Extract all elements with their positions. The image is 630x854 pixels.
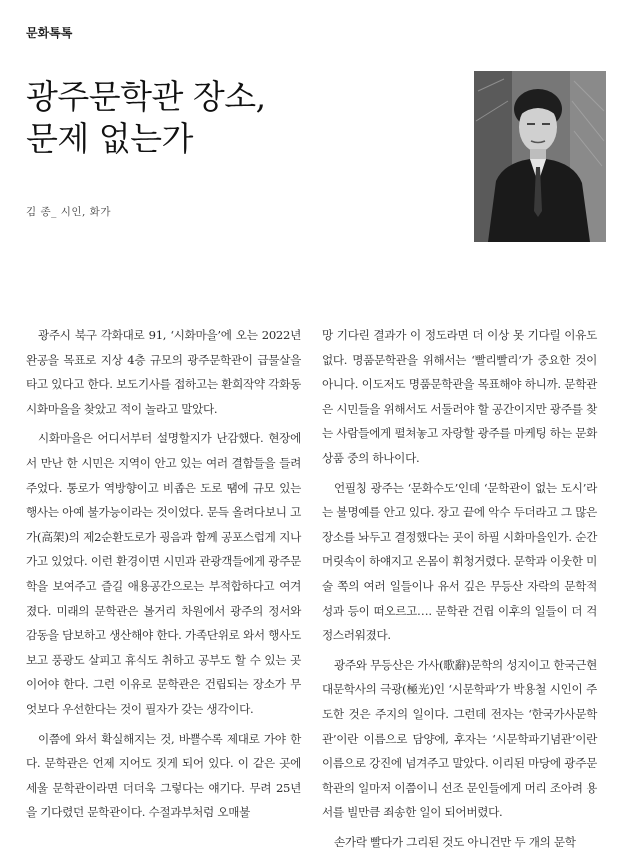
title-line: 문제 없는가: [26, 119, 193, 158]
article-title: [26, 76, 446, 160]
paragraph: 언필칭 광주는 ‘문화수도’인데 ‘문학관이 없는 도시’라는 불명예를 안고 있다. 장고 끝에 악수 두더라고 그 많은 장소를 놔두고 결정했다는 곳이 하필 시화마을인가. 순간 머릿속이 하얘지고 온몸이 휘청거렸다. 문학과 이웃한 미술 쪽의 여러 일들이나 유서 깊은 무등산 자락의 문학적 성과 등이 떠오르고…. 문학관 건립 이후의 일들이 더 걱정스러워졌다.: [322, 480, 597, 643]
paragraph: 광주와 무등산은 가사(歌辭)문학의 성지이고 한국근현대문학사의 극광(極光)인 ‘시문학파’가 박용철 시인이 주도한 것은 주지의 일이다. 그런데 전자는 ‘한국가사문학관’이란 이름으로 담양에, 후자는 ‘시문학파기념관’이란 이름으로 강진에 넘겨주고 말았다. 이리된 마당에 광주문학관의 일마저 이쯤이니 선조 문인들에게 머리 조아려 용서를 빌만큼 죄송한 일이 되어버렸다.: [322, 657, 597, 820]
author-portrait-icon: [474, 71, 606, 242]
byline: 김 종_ 시인, 화가: [26, 206, 111, 218]
article-column-right: [322, 323, 597, 854]
paragraph: 시화마을은 어디서부터 설명할지가 난감했다. 현장에서 만난 한 시민은 지역이 안고 있는 여러 결함들을 들려주었다. 통로가 역방향이고 비좁은 도로 땜에 규모 있는 행사는 아예 불가능이라는 것이었다. 문득 올려다보니 고가(高架)의 제2순환도로가 굉음과 함께 공포스럽게 지나가고 있었다. 이런 환경이면 시민과 관광객들에게 광주문학을 보여주고 즐길 애용공간으로는 부적합하다고 여겨졌다. 미래의 문학관은 볼거리 차원에서 광주의 정서와 감동을 담보하고 생산해야 한다. 가족단위로 와서 행사도 보고 풍광도 살피고 휴식도 취하고 공부도 할 수 있는 곳이어야 한다. 그런 이유로 문학관은 건립되는 장소가 무엇보다 우선한다는 것이 필자가 갖는 생각이다.: [26, 431, 301, 716]
paragraph: 손가락 빨다가 그리된 것도 아니건만 두 개의 문학: [334, 834, 576, 849]
article-column-left: [26, 323, 301, 825]
paragraph: 이쯤에 와서 확실해지는 것, 바쁠수록 제대로 가야 한다. 문학관은 언제 지어도 짓게 되어 있다. 이 같은 곳에 세울 문학관이라면 더더욱 그렇다는 얘기다. 무려 25년을 기다렸던 문학관이다. 수절과부처럼 오매불: [26, 731, 301, 820]
title-line: 광주문학관 장소,: [26, 77, 266, 116]
paragraph: 광주시 북구 각화대로 91, ‘시화마을’에 오는 2022년 완공을 목표로 지상 4층 규모의 광주문학관이 급물살을 타고 있다고 한다. 보도기사를 접하고는 환희작약 각화동 시화마을을 찾았고 적이 놀라고 말았다.: [26, 328, 301, 416]
paragraph: 망 기다린 결과가 이 정도라면 더 이상 못 기다릴 이유도 없다. 명품문학관을 위해서는 ‘빨리빨리’가 중요한 것이 아니다. 이도저도 명품문학관을 목표해야 하니까. 문학관은 시민들을 위해서도 서둘러야 할 공간이지만 광주를 찾는 사람들에게 펼쳐놓고 자랑할 광주를 마케팅 하는 문화상품 중의 하나이다.: [322, 328, 597, 465]
section-label: 문화톡톡: [26, 26, 73, 40]
